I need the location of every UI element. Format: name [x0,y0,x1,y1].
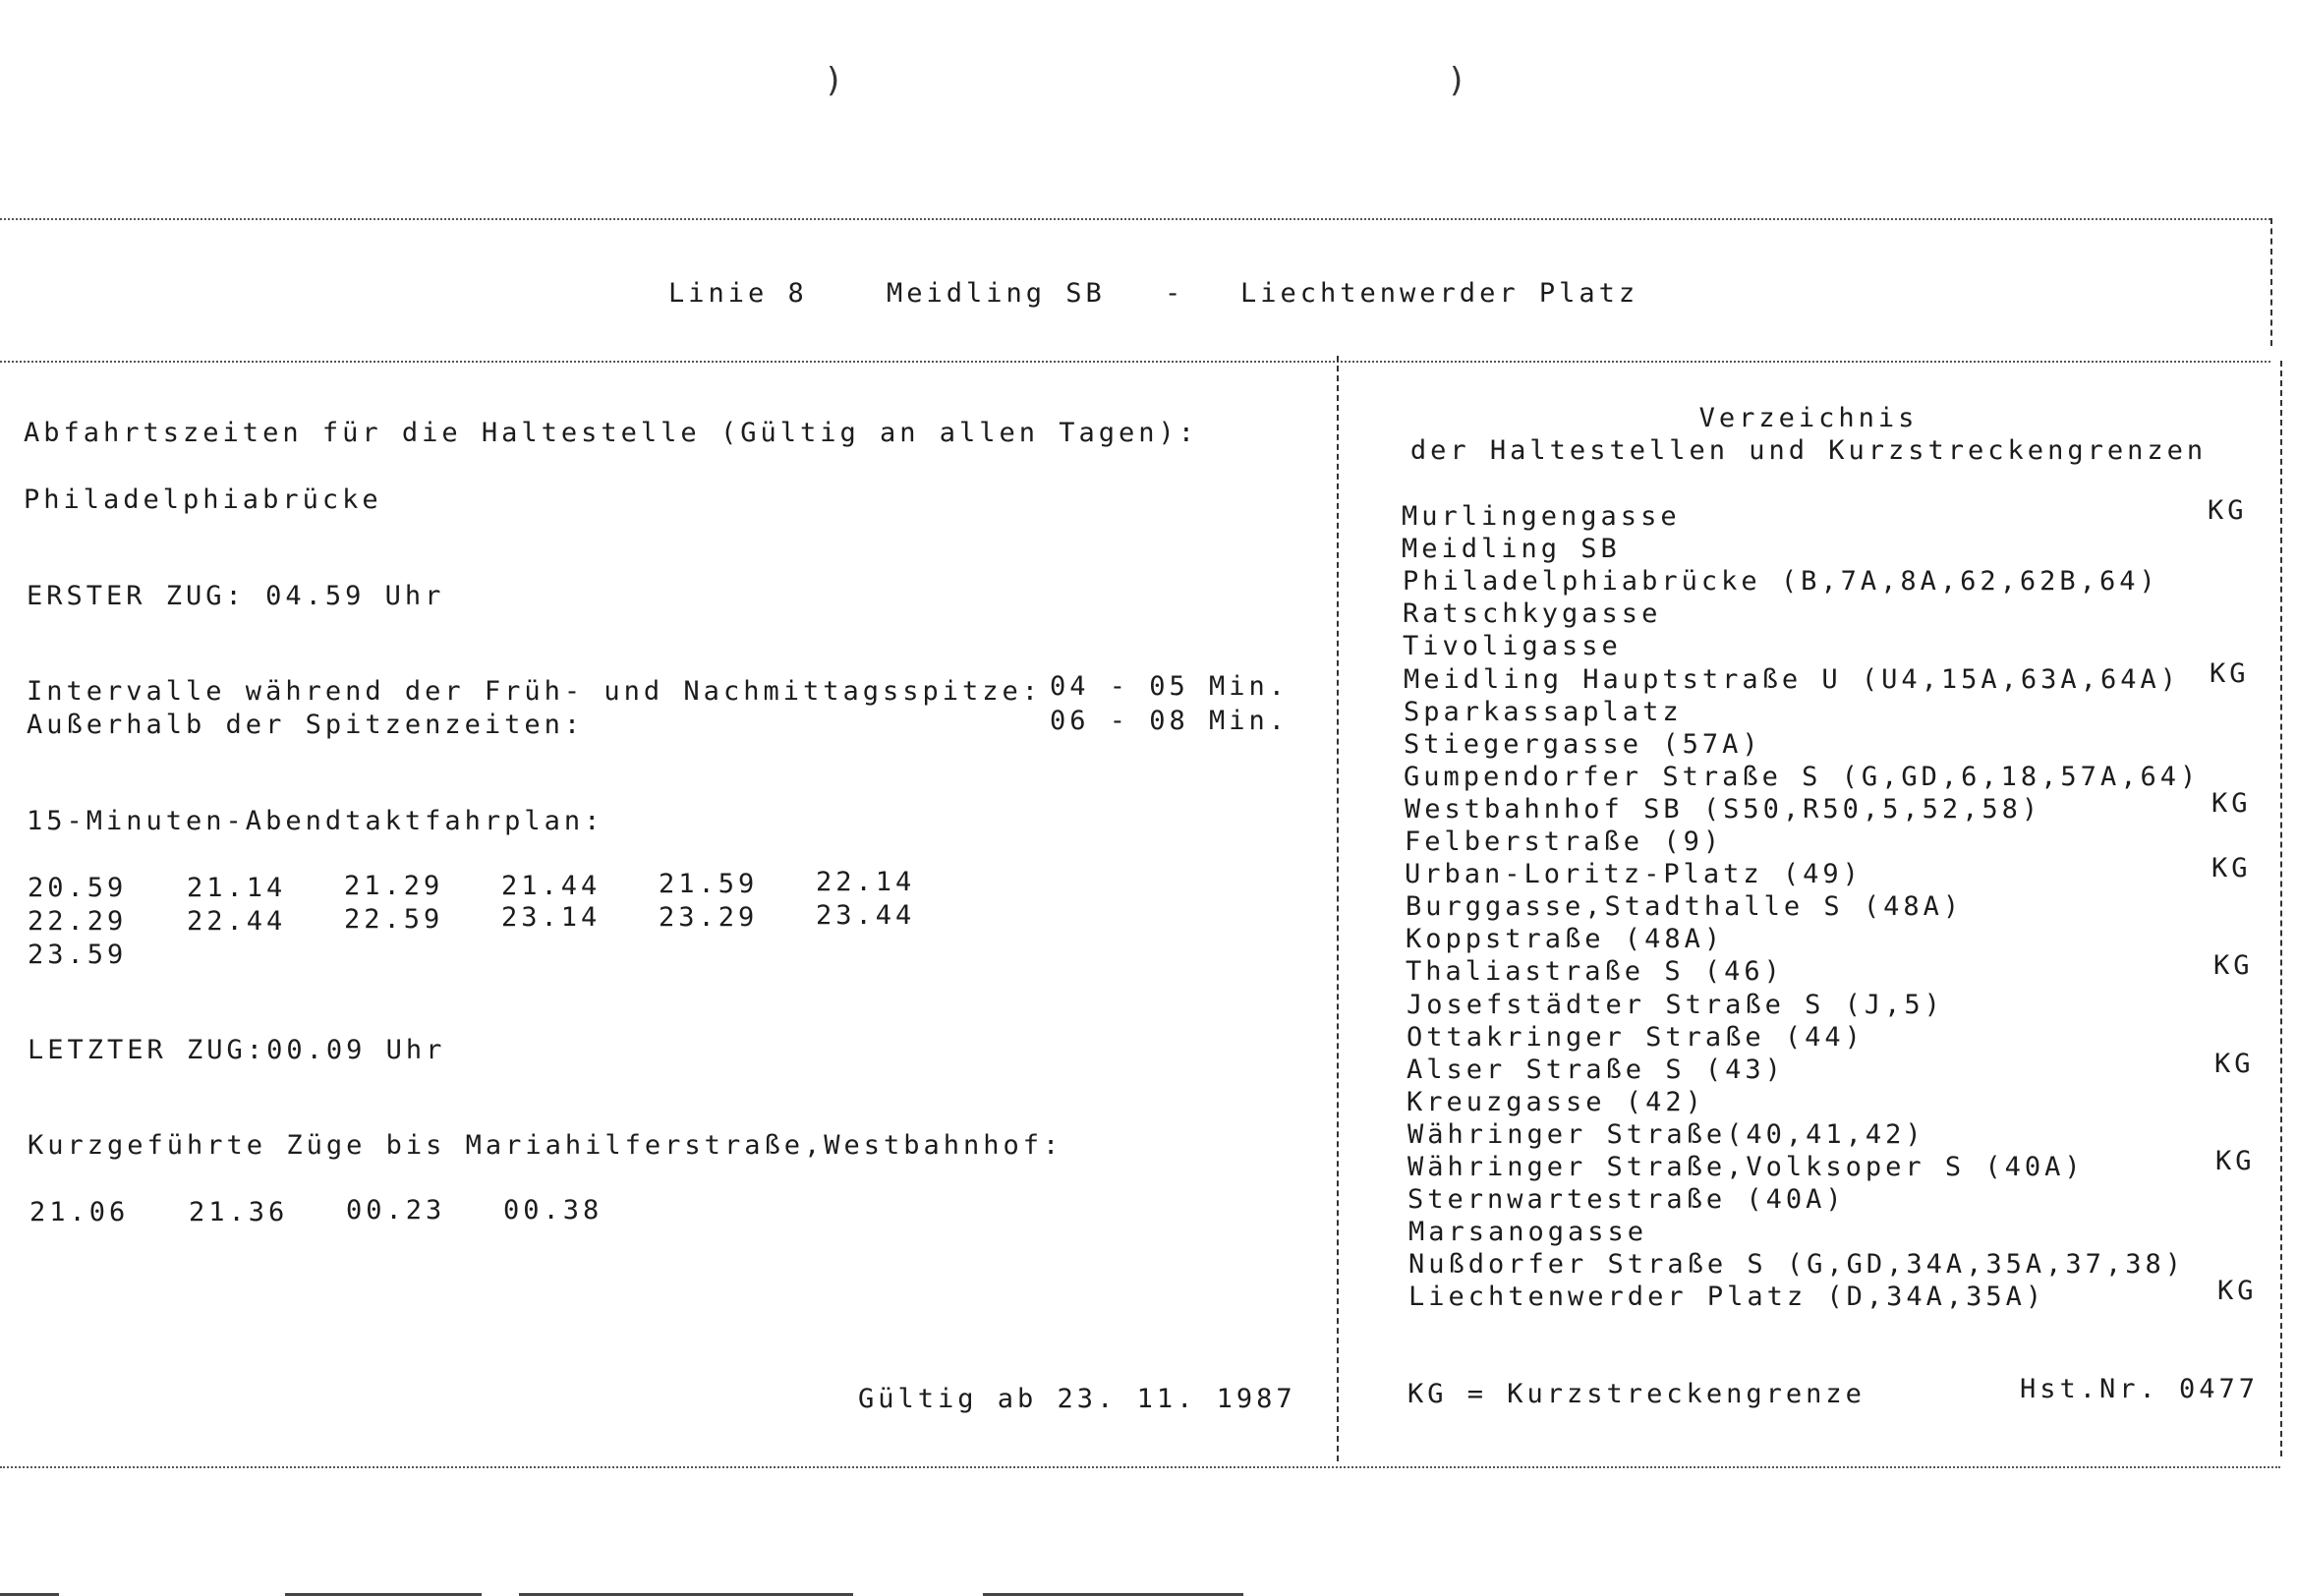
stop-list-item: Sparkassaplatz [1404,697,1683,727]
evening-time: 22.29 [28,906,128,937]
evening-time: 22.14 [816,867,916,897]
kg-legend: KG = Kurzstreckengrenze [1407,1379,1866,1409]
evening-time: 21.29 [344,871,444,901]
evening-time: 23.44 [816,900,916,931]
evening-label: 15-Minuten-Abendtaktfahrplan: [27,806,604,836]
kg-marker: KG [2208,495,2248,526]
stop-list-item: Gumpendorfer Straße S (G,GD,6,18,57A,64) [1404,762,2201,792]
header-divider [0,361,2270,363]
stop-list-item: Westbahnhof SB (S50,R50,5,52,58) [1405,794,2042,825]
stop-list-item: Nußdorfer Straße S (G,GD,34A,35A,37,38) [1408,1249,2185,1280]
stops-heading-line1: Verzeichnis [1698,403,1919,433]
stop-list-item: Philadelphiabrücke (B,7A,8A,62,62B,64) [1403,566,2159,597]
short-run-time: 00.38 [503,1195,603,1226]
short-run-time: 21.36 [189,1197,289,1227]
evening-time: 22.59 [344,904,444,935]
frame-bottom [0,1466,2280,1468]
evening-time: 20.59 [28,873,128,903]
evening-time: 23.59 [28,940,128,970]
header-line: Linie 8 [668,278,808,309]
kg-marker: KG [2213,950,2254,981]
stop-list-item: Währinger Straße,Volksoper S (40A) [1407,1152,2085,1182]
evening-time: 22.44 [187,906,287,937]
stop-list-item: Murlingengasse [1402,501,1681,532]
stop-list-item: Ottakringer Straße (44) [1407,1022,1865,1053]
stop-list-item: Marsanogasse [1408,1217,1648,1247]
short-run-time: 00.23 [346,1195,446,1226]
evening-time: 21.59 [659,869,759,899]
stops-heading-line2: der Haltestellen und Kurzstreckengrenzen [1409,435,2208,466]
stop-list-item: Stiegergasse (57A) [1404,729,1762,760]
stop-list-item: Meidling SB [1402,534,1621,564]
stop-list-item: Thaliastraße S (46) [1406,956,1784,987]
stop-list-item: Burggasse,Stadthalle S (48A) [1406,891,1964,922]
stop-list-item: Währinger Straße(40,41,42) [1407,1119,1925,1150]
header-from: Meidling SB [887,278,1106,309]
stop-name: Philadelphiabrücke [24,484,382,515]
first-train: ERSTER ZUG: 04.59 Uhr [27,581,445,611]
header-dash: - [1165,278,1185,309]
frame-right-upper [2270,218,2272,346]
kg-marker: KG [2210,658,2250,689]
frame-right-lower [2280,361,2282,1456]
stop-list-item: Koppstraße (48A) [1406,924,1725,954]
kg-marker: KG [2217,1276,2258,1306]
kg-marker: KG [2215,1146,2256,1176]
evening-time: 23.29 [659,902,759,933]
stop-list-item: Alser Straße S (43) [1407,1054,1785,1085]
stop-list-item: Sternwartestraße (40A) [1407,1184,1846,1215]
stop-list-item: Liechtenwerder Platz (D,34A,35A) [1408,1282,2046,1312]
column-divider [1337,356,1339,1461]
short-runs-label: Kurzgeführte Züge bis Mariahilferstraße,Westbahnhof: [28,1130,1063,1161]
stop-list-item: Felberstraße (9) [1405,826,1724,857]
stop-list-item: Kreuzgasse (42) [1407,1087,1705,1117]
kg-marker: KG [2214,1049,2255,1079]
interval-off-value: 06 - 08 Min. [1050,706,1290,736]
top-right-mark: ) [1447,61,1471,100]
stop-list-item: Ratschkygasse [1403,598,1662,629]
departures-heading: Abfahrtszeiten für die Haltestelle (Gültig an allen Tagen): [24,418,1199,448]
evening-time: 21.44 [501,871,602,901]
stop-list-item: Meidling Hauptstraße U (U4,15A,63A,64A) [1404,664,2180,695]
frame-top [0,218,2270,220]
kg-marker: KG [2211,853,2252,884]
stop-list-item: Tivoligasse [1403,631,1622,661]
interval-peak-value: 04 - 05 Min. [1050,671,1290,702]
stop-list-item: Josefstädter Straße S (J,5) [1407,990,1944,1020]
valid-from: Gültig ab 23. 11. 1987 [858,1384,1296,1414]
evening-time: 21.14 [187,873,287,903]
top-left-mark: ) [824,61,848,100]
stop-list-item: Urban-Loritz-Platz (49) [1405,859,1863,889]
interval-off-label: Außerhalb der Spitzenzeiten: [27,710,585,740]
short-run-time: 21.06 [29,1197,130,1227]
last-train: LETZTER ZUG:00.09 Uhr [28,1035,446,1065]
kg-marker: KG [2211,788,2252,819]
header-to: Liechtenwerder Platz [1240,278,1639,309]
stop-number: Hst.Nr. 0477 [2020,1374,2260,1404]
interval-peak-label: Intervalle während der Früh- und Nachmittagsspitze: [27,676,1043,707]
evening-time: 23.14 [501,902,602,933]
